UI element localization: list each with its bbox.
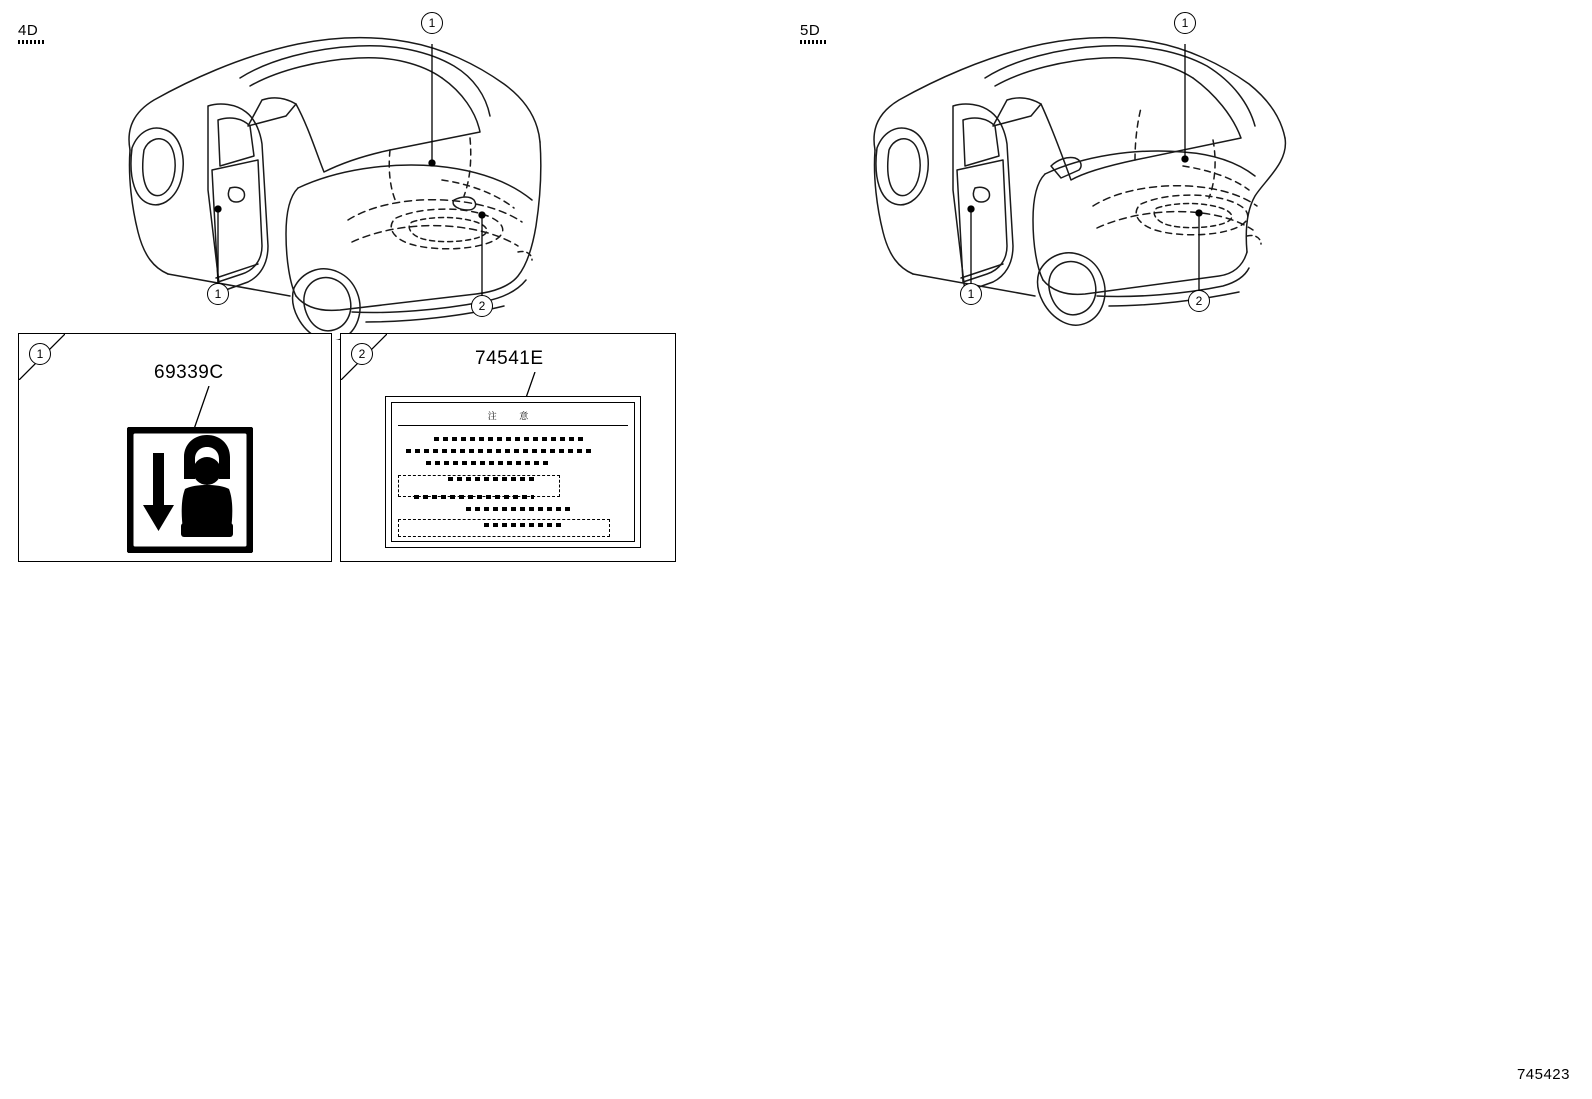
variant-label-4d-underline — [18, 40, 44, 44]
callout-number: 1 — [428, 16, 436, 30]
callout-number: 2 — [478, 299, 486, 313]
callout-number: 1 — [967, 287, 975, 301]
child-restraint-anchor-icon — [127, 427, 253, 553]
variant-label-5d-underline — [800, 40, 826, 44]
variant-label-5d — [800, 22, 826, 44]
variant-label-4d — [18, 22, 44, 44]
detail-panel-2-part-code: 74541E — [475, 348, 544, 369]
callout-number: 2 — [1195, 294, 1203, 308]
leader-lines-4d — [90, 20, 650, 350]
variant-label-5d-text: 5D — [800, 22, 821, 39]
caution-label-text-line — [484, 523, 562, 527]
callout-5d-2[interactable] — [1188, 290, 1210, 312]
callout-4d-1-door[interactable] — [207, 283, 229, 305]
callout-5d-1-top[interactable] — [1174, 12, 1196, 34]
caution-information-label — [385, 396, 641, 548]
caution-label-text-line — [466, 507, 570, 511]
detail-panel-1-part-code: 69339C — [154, 362, 224, 383]
caution-label-header: 注 意 — [398, 409, 628, 426]
caution-label-inner-border — [391, 402, 635, 542]
detail-panel-1-badge — [29, 343, 51, 365]
caution-label-text-line — [434, 437, 586, 441]
variant-label-4d-text: 4D — [18, 22, 39, 39]
detail-panel-1 — [18, 333, 332, 562]
caution-label-text-line — [406, 449, 594, 453]
detail-panel-1-badge-number: 1 — [36, 347, 44, 361]
sheet-id: 745423 — [1516, 1066, 1570, 1083]
leader-lines-5d — [845, 20, 1405, 350]
detail-panel-2 — [340, 333, 676, 562]
callout-4d-1-top[interactable] — [421, 12, 443, 34]
detail-panel-2-badge-number: 2 — [358, 347, 366, 361]
caution-label-text-line — [448, 477, 534, 481]
callout-number: 1 — [214, 287, 222, 301]
callout-number: 1 — [1181, 16, 1189, 30]
caution-label-text-line — [426, 461, 552, 465]
caution-label-text-line — [414, 495, 534, 499]
callout-4d-2[interactable] — [471, 295, 493, 317]
caution-label-block — [398, 519, 610, 537]
callout-5d-1-door[interactable] — [960, 283, 982, 305]
detail-panel-2-badge — [351, 343, 373, 365]
